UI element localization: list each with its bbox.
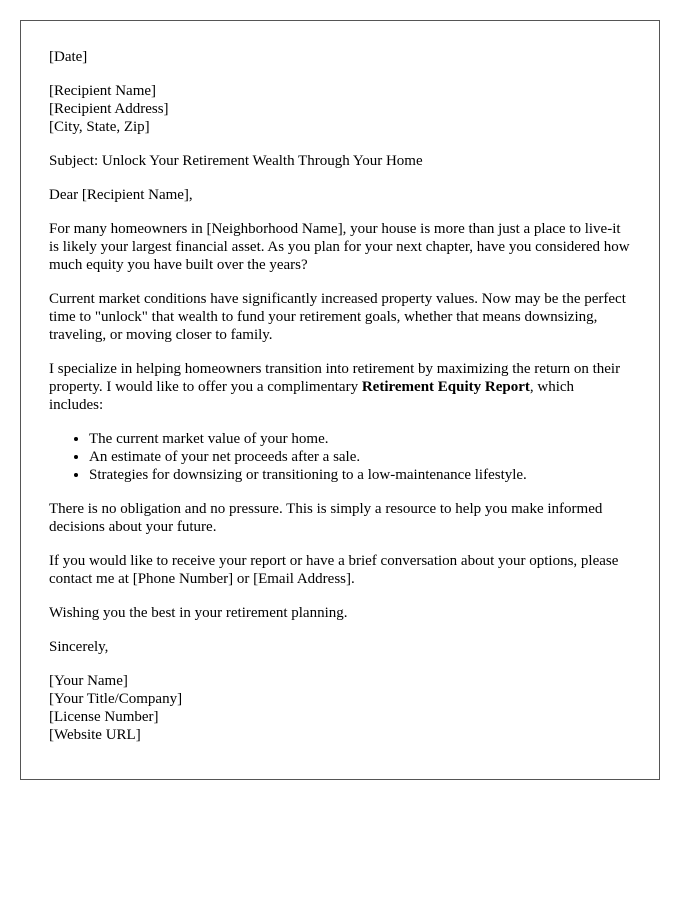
sender-website: [Website URL] (49, 727, 141, 743)
recipient-name: [Recipient Name] (49, 83, 157, 99)
sender-signature-block (49, 672, 631, 744)
letter-subject: Subject: Unlock Your Retirement Wealth Through Your Home (49, 153, 423, 169)
list-item: • Strategies for downsizing or transitioning to a low-maintenance lifestyle. (89, 466, 631, 484)
recipient-address-block (49, 82, 631, 136)
letter-date: [Date] (49, 49, 88, 65)
recipient-city-state-zip: [City, State, Zip] (49, 119, 150, 135)
sender-title-company: [Your Title/Company] (49, 691, 183, 707)
body-paragraph-5: If you would like to receive your report or have a brief conversation about your options, please contact me at [Phone Number] or [Email Address]. (49, 553, 619, 587)
letter-salutation: Dear [Recipient Name], (49, 187, 193, 203)
list-item: • The current market value of your home. (89, 430, 631, 448)
sender-license: [License Number] (49, 709, 159, 725)
body-paragraph-6: Wishing you the best in your retirement planning. (49, 605, 348, 621)
recipient-address: [Recipient Address] (49, 101, 169, 117)
body-paragraph-1: For many homeowners in [Neighborhood Name], your house is more than just a place to live-it is likely your largest financial asset. As you plan for your next chapter, have you considered how much equity you have built over the years? (49, 221, 630, 273)
paragraph-3-intro: I specialize in helping homeowners transition into retirement by maximizing the return on their property. I would like to offer you a complimentary (49, 361, 621, 395)
body-paragraph-2: Current market conditions have significantly increased property values. Now may be the perfect time to "unlock" that wealth to fund your retirement goals, whether that means downsizing, traveling, or moving closer to family. (49, 291, 626, 343)
body-paragraph-4: There is no obligation and no pressure. This is simply a resource to help you make informed decisions about your future. (49, 501, 603, 535)
list-item: • An estimate of your net proceeds after a sale. (89, 448, 631, 466)
body-paragraph-3 (49, 360, 631, 414)
report-name: Retirement Equity Report (361, 379, 530, 395)
sender-name: [Your Name] (49, 673, 128, 689)
letter-page (20, 20, 660, 780)
paragraph-3-end: , which includes: (49, 379, 575, 413)
report-includes-list (49, 430, 631, 484)
letter-closing: Sincerely, (49, 639, 109, 655)
